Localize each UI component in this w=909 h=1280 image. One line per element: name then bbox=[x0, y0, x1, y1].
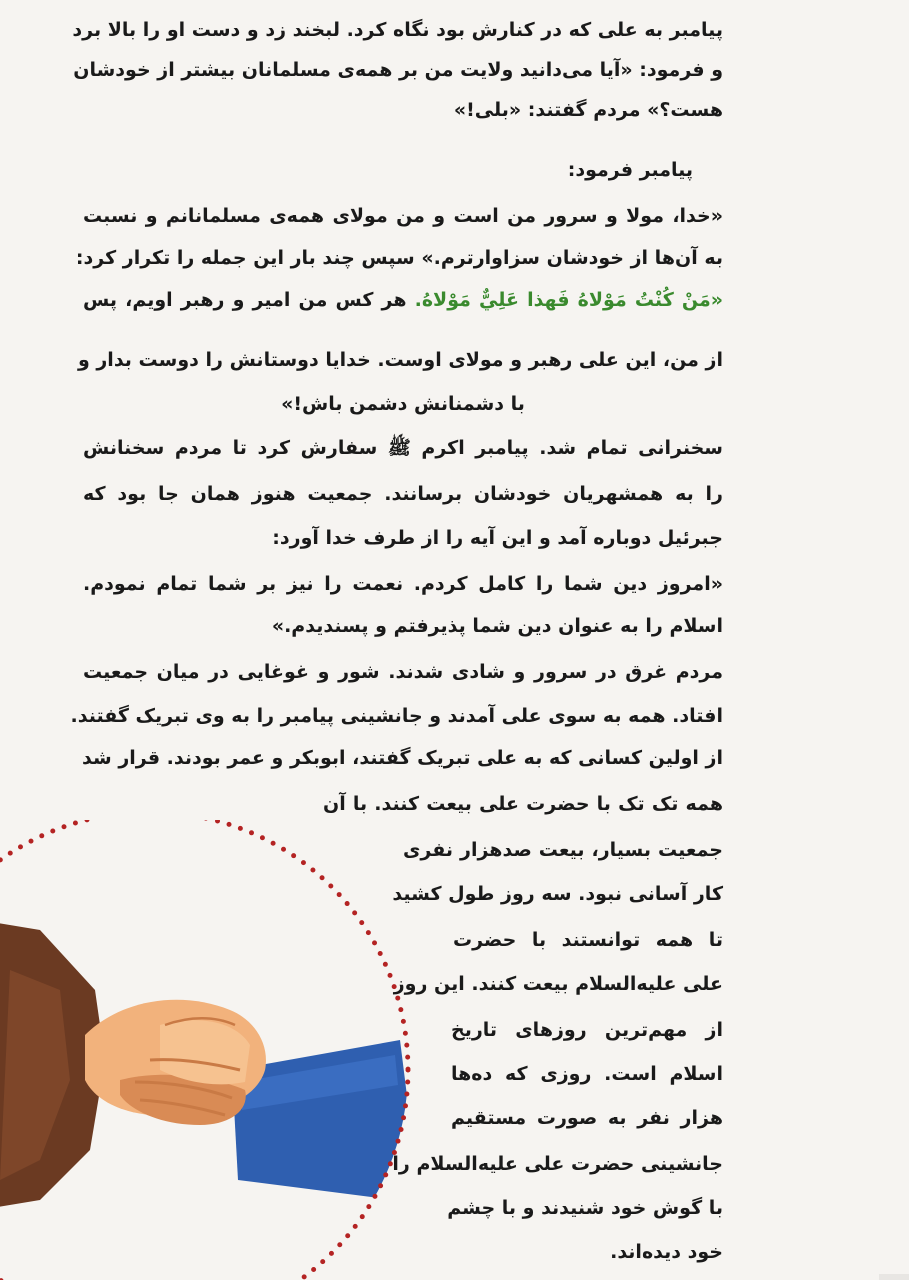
text-line: خود دیده‌اند. bbox=[610, 1241, 723, 1263]
text-line: هست؟» مردم گفتند: «بلی!» bbox=[453, 99, 723, 121]
handshake-illustration bbox=[0, 820, 440, 1280]
text-line: از اولین کسانی که به علی تبریک گفتند، ابوبکر و عمر بودند. قرار شد bbox=[82, 747, 723, 769]
text-line: جانشینی حضرت علی علیه‌السلام را bbox=[392, 1153, 723, 1175]
text-line: به آن‌ها از خودشان سزاوارترم.» سپس چند بار این جمله را تکرار کرد: bbox=[75, 247, 723, 269]
text-line: را به همشهریان خودشان برسانند. جمعیت هنوز همان جا بود که bbox=[83, 483, 723, 505]
text-line: از مهم‌ترین روزهای تاریخ bbox=[451, 1019, 723, 1041]
text-line: و فرمود: «آیا می‌دانید ولایت من بر همه‌ی مسلمانان بیشتر از خودشان bbox=[73, 59, 723, 81]
text-line: از من، این علی رهبر و مولای اوست. خدایا دوستانش را دوست بدار و bbox=[77, 349, 723, 371]
text-line: کار آسانی نبود. سه روز طول کشید bbox=[392, 883, 723, 905]
text-line: پیامبر فرمود: bbox=[567, 159, 693, 181]
text-line: علی علیه‌السلام بیعت کنند. این روز bbox=[393, 973, 723, 995]
text-line: جبرئیل دوباره آمد و این آیه را از طرف خدا آورد: bbox=[272, 527, 723, 549]
text-line: همه تک تک با حضرت علی بیعت کنند. با آن bbox=[323, 793, 723, 815]
text-line: تا همه توانستند با حضرت bbox=[453, 929, 723, 951]
text-line: با گوش خود شنیدند و با چشم bbox=[447, 1197, 723, 1219]
text-line: جمعیت بسیار، بیعت صدهزار نفری bbox=[403, 839, 723, 861]
arabic-quote: «مَنْ كُنْتُ مَوْلاهُ فَهذا عَلِيٌّ مَوْلاهُ. bbox=[414, 289, 723, 311]
text-line: اسلام را به عنوان دین شما پذیرفتم و پسندیدم.» bbox=[271, 615, 723, 637]
page-edge-mark bbox=[879, 1270, 909, 1280]
text-line: افتاد. همه به سوی علی آمدند و جانشینی پیامبر را به وی تبریک گفتند. bbox=[70, 705, 723, 727]
text-line-rest: هر کس من امیر و رهبر اویم، پس bbox=[83, 289, 415, 311]
text-line: مردم غرق در سرور و شادی شدند. شور و غوغایی در میان جمعیت bbox=[83, 661, 723, 683]
text-line: با دشمنانش دشمن باش!» bbox=[281, 393, 525, 415]
text-line: «خدا، مولا و سرور من است و من مولای همه‌ی مسلمانانم و نسبت bbox=[83, 205, 723, 227]
text-line: پیامبر به علی که در کنارش بود نگاه کرد. لبخند زد و دست او را بالا برد bbox=[72, 19, 723, 41]
text-line: هزار نفر به صورت مستقیم bbox=[451, 1107, 723, 1129]
text-line: «امروز دین شما را کامل کردم. نعمت را نیز بر شما تمام نمودم. bbox=[83, 573, 723, 595]
text-line bbox=[83, 280, 723, 320]
text-line: سخنرانی تمام شد. پیامبر اکرم ﷺ سفارش کرد تا مردم سخنانش bbox=[83, 437, 723, 459]
text-line: اسلام است. روزی که ده‌ها bbox=[451, 1063, 723, 1085]
